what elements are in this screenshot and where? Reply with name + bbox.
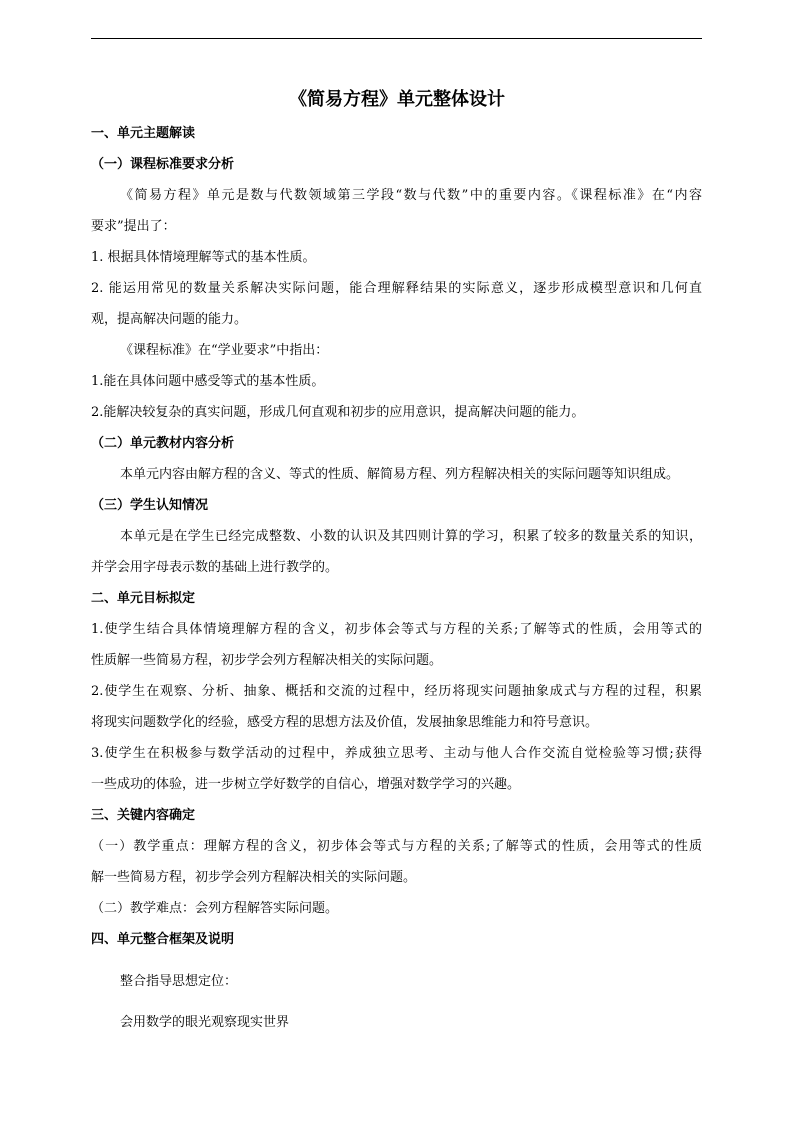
- paragraph-line: （二）教学难点：会列方程解答实际问题。: [91, 901, 339, 916]
- section-heading-1: 一、单元主题解读: [91, 126, 196, 141]
- header-rule: [91, 38, 702, 39]
- paragraph-line: 会用数学的眼光观察现实世界: [120, 1015, 290, 1030]
- list-item: 2.能解决较复杂的真实问题，形成几何直观和初步的应用意识，提高解决问题的能力。: [91, 405, 585, 420]
- document-title: 《简易方程》单元整体设计: [289, 89, 505, 110]
- list-item: 3.使学生在积极参与数学活动的过程中，养成独立思考、主动与他人合作交流自觉检验等习惯;获得: [91, 746, 702, 761]
- list-item: 2.使学生在观察、分析、抽象、概括和交流的过程中，经历将现实问题抽象成式与方程的过程，积累: [91, 684, 702, 699]
- paragraph-line: 整合指导思想定位：: [120, 974, 238, 989]
- paragraph-line: 《课程标准》在“学业要求”中指出：: [120, 343, 329, 358]
- section-heading-3: 三、关键内容确定: [91, 808, 196, 823]
- section-heading-2: 二、单元目标拟定: [91, 591, 196, 606]
- list-item: 1. 根据具体情境理解等式的基本性质。: [91, 250, 316, 265]
- paragraph-line: 本单元内容由解方程的含义、等式的性质、解简易方程、列方程解决相关的实际问题等知识组成。: [120, 467, 680, 482]
- paragraph-line: 并学会用字母表示数的基础上进行教学的。: [91, 560, 339, 575]
- paragraph-line: 解一些简易方程，初步学会列方程解决相关的实际问题。: [91, 870, 417, 885]
- list-item: 1.使学生结合具体情境理解方程的含义，初步体会等式与方程的关系;了解等式的性质，会用等式的: [91, 622, 702, 637]
- paragraph-line: 《简易方程》单元是数与代数领域第三学段“数与代数”中的重要内容。《课程标准》在“内容: [120, 188, 702, 203]
- subsection-heading-1-1: （一）课程标准要求分析: [91, 157, 235, 172]
- list-item-continuation: 观，提高解决问题的能力。: [91, 312, 248, 327]
- section-heading-4: 四、单元整合框架及说明: [91, 932, 235, 947]
- list-item-continuation: 将现实问题数学化的经验，感受方程的思想方法及价值，发展抽象思维能力和符号意识。: [91, 715, 599, 730]
- paragraph-line: 要求”提出了：: [91, 219, 176, 234]
- list-item: 2. 能运用常见的数量关系解决实际问题，能合理解释结果的实际意义，逐步形成模型意识和几何直: [91, 281, 702, 296]
- subsection-heading-1-3: （三）学生认知情况: [91, 498, 209, 513]
- subsection-heading-1-2: （二）单元教材内容分析: [91, 436, 235, 451]
- list-item-continuation: 性质解一些简易方程，初步学会列方程解决相关的实际问题。: [91, 653, 443, 668]
- list-item: 1.能在具体问题中感受等式的基本性质。: [91, 374, 325, 389]
- list-item-continuation: 一些成功的体验，进一步树立学好数学的自信心，增强对数学学习的兴趣。: [91, 777, 521, 792]
- paragraph-line: 本单元是在学生已经完成整数、小数的认识及其四则计算的学习，积累了较多的数量关系的知识，: [120, 529, 702, 544]
- paragraph-line: （一）教学重点：理解方程的含义，初步体会等式与方程的关系;了解等式的性质，会用等式的性质: [91, 839, 702, 854]
